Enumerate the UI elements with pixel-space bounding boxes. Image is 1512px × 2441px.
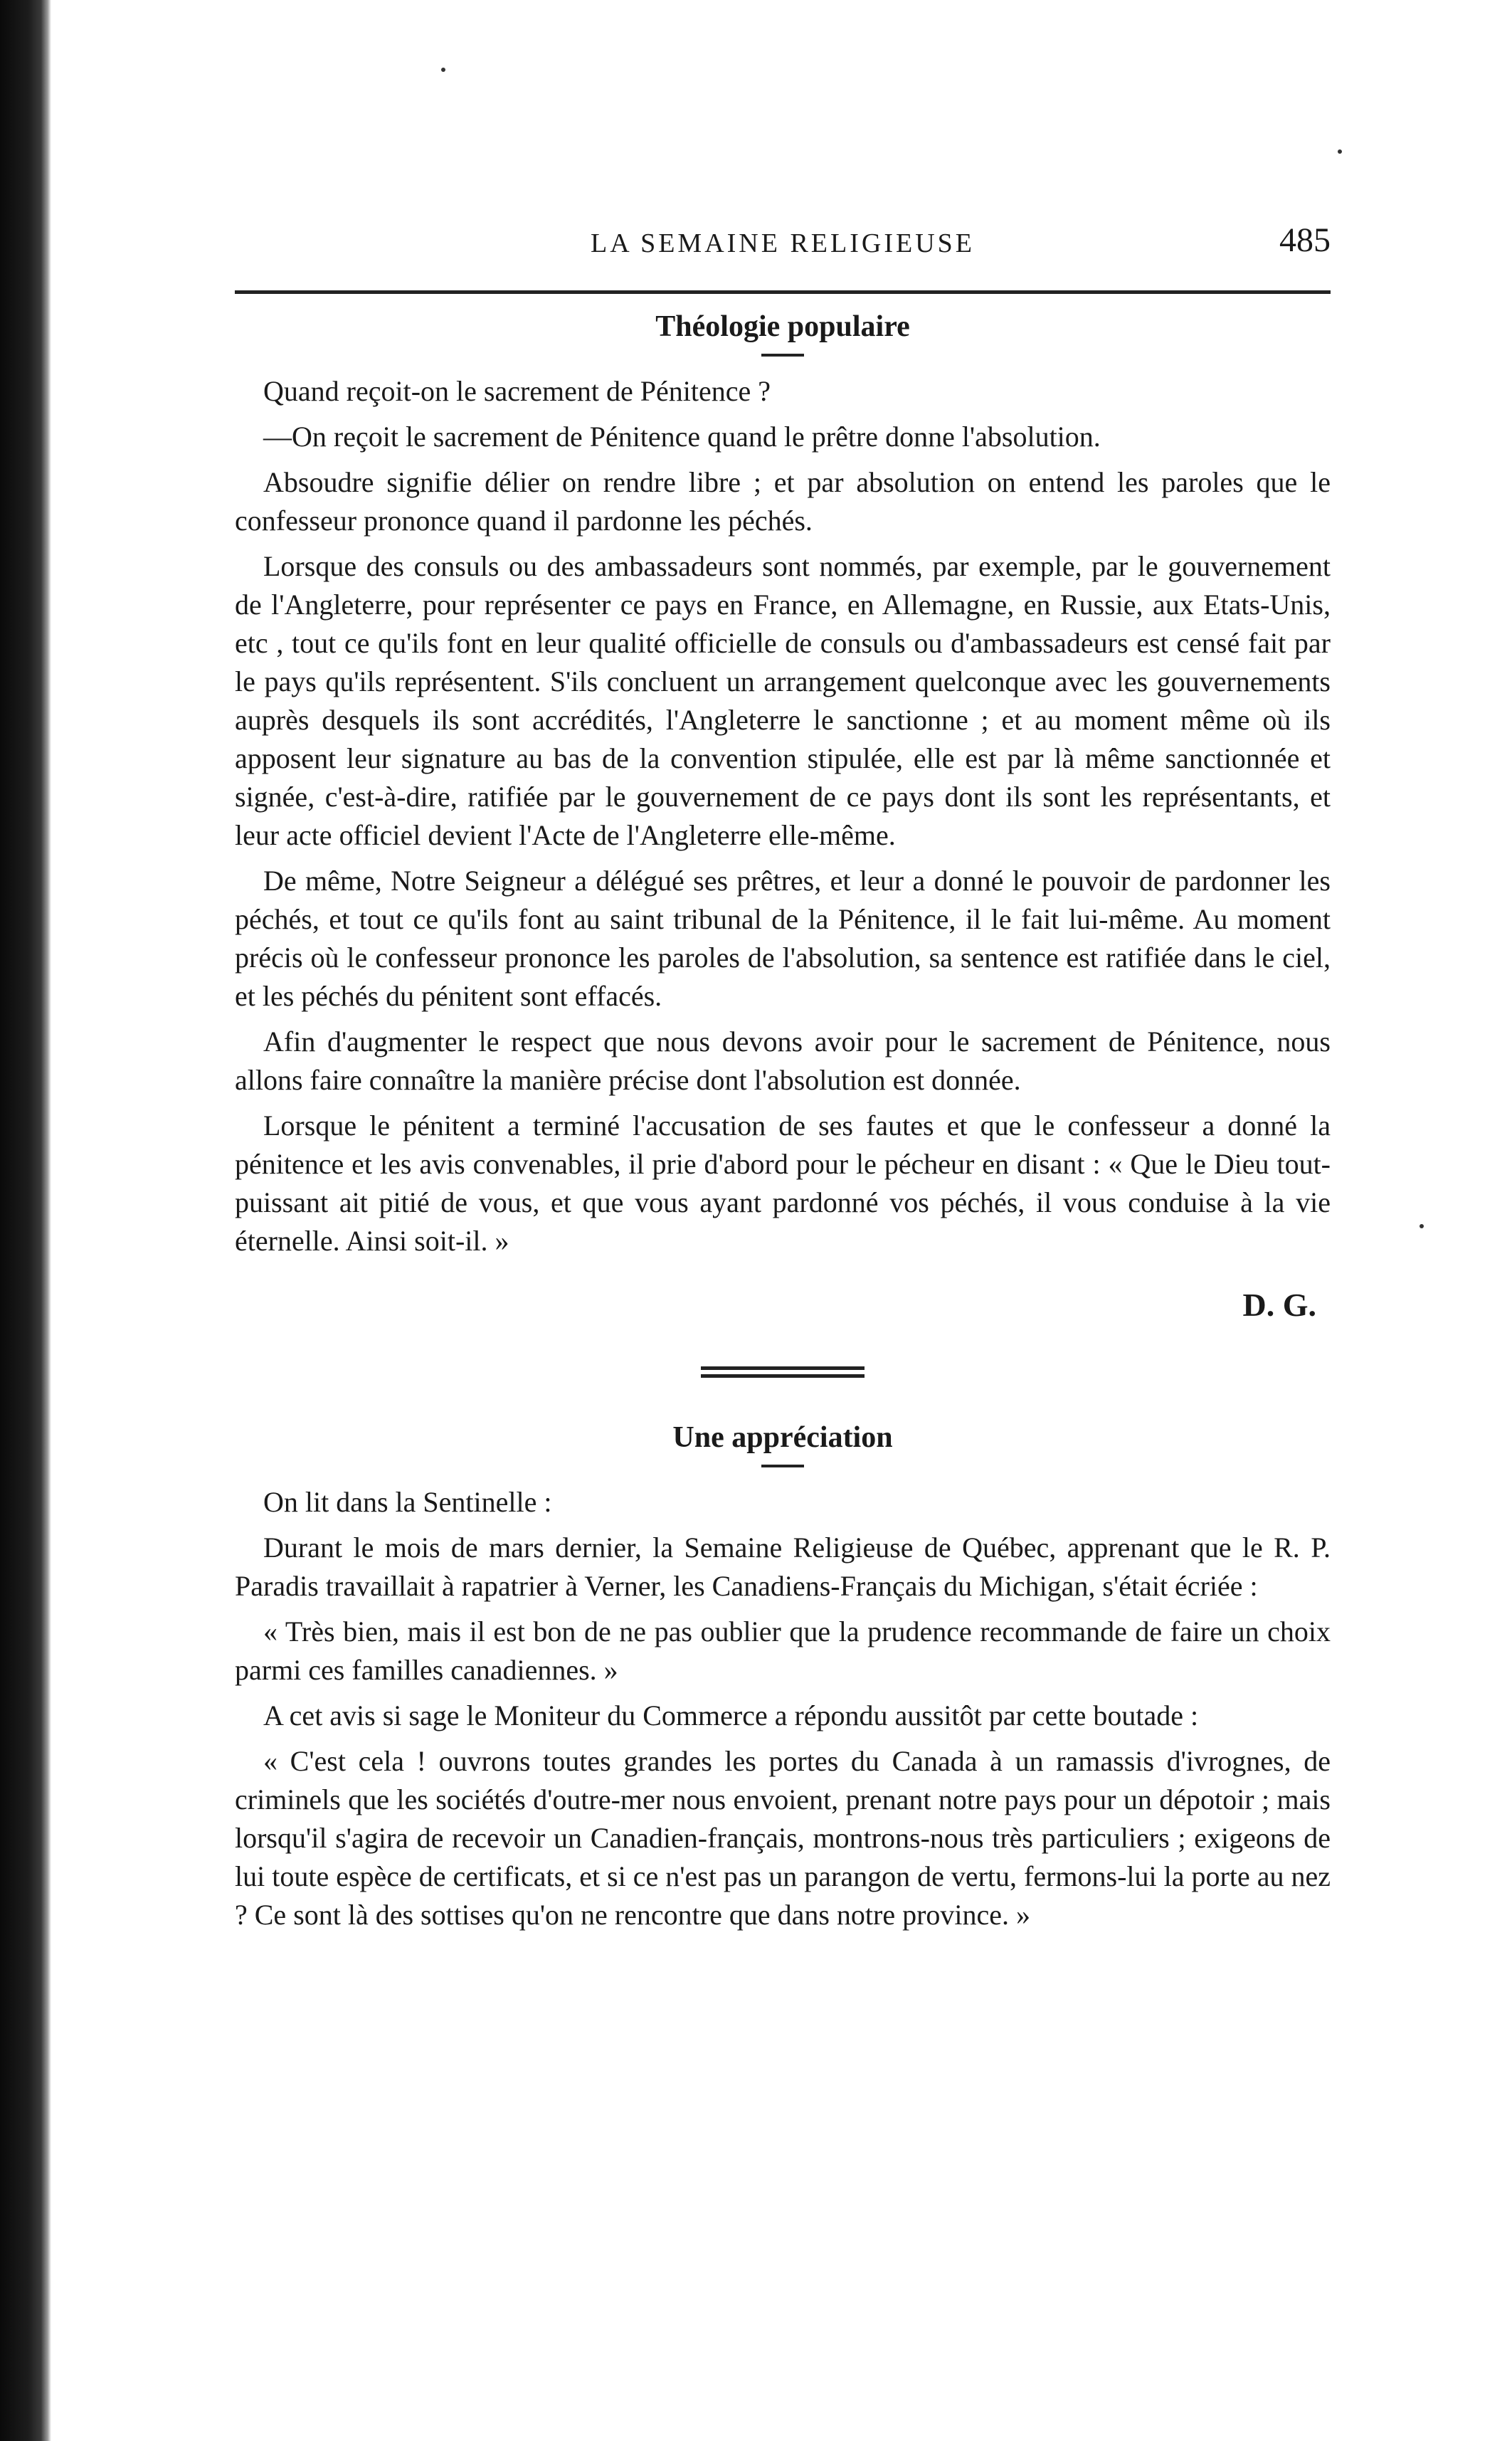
print-speck xyxy=(1420,1224,1424,1228)
article-paragraph: De même, Notre Seigneur a délégué ses prêtres, et leur a donné le pouvoir de pardonner les péchés, et tout ce qu'ils font au saint tribunal de la Pénitence, il le fait lui-même. Au moment précis où le confesseur prononce les paroles de l'absolution, sa sentence est ratifiée dans le ciel, et les péchés du pénitent sont effacés. xyxy=(235,865,1331,1012)
article-paragraph: Absoudre signifie délier on rendre libre ; et par absolution on entend les paroles que le confesseur prononce quand il pardonne les péchés. xyxy=(235,466,1331,537)
article-paragraph: Durant le mois de mars dernier, la Semaine Religieuse de Québec, apprenant que le R. P. Paradis travaillait à rapatrier à Verner, les Canadiens-Français du Michigan, s'était écriée : xyxy=(235,1531,1331,1602)
title-rule xyxy=(761,354,804,357)
article-paragraph: Afin d'augmenter le respect que nous devons avoir pour le sacrement de Pénitence, nous allons faire connaître la manière précise dont l'absolution est donnée. xyxy=(235,1026,1331,1096)
article-paragraph: Quand reçoit-on le sacrement de Pénitence ? xyxy=(263,375,771,407)
article-paragraph: « C'est cela ! ouvrons toutes grandes les portes du Canada à un ramassis d'ivrognes, de criminels que les sociétés d'outre-mer nous envoient, prenant notre pays pour un dépotoir ; mais lorsqu'il s'agira de recevoir un Canadien-français, montrons-nous très particuliers ; exigeons de lui toute espèce de certificats, et si ce n'est pas un parangon de vertu, fermons-lui la porte au nez ? Ce sont là des sottises qu'on ne rencontre que dans notre province. » xyxy=(235,1745,1331,1931)
running-header xyxy=(235,213,1331,278)
print-speck xyxy=(1338,149,1342,154)
article-paragraph: —On reçoit le sacrement de Pénitence quand le prêtre donne l'absolution. xyxy=(263,421,1101,453)
header-rule xyxy=(235,290,1331,294)
print-speck xyxy=(441,68,445,72)
title-rule xyxy=(761,1465,804,1467)
section-divider xyxy=(701,1374,865,1378)
author-signature: D. G. xyxy=(1242,1287,1316,1323)
article-title: Une appréciation xyxy=(672,1421,893,1454)
article-paragraph: Lorsque le pénitent a terminé l'accusation de ses fautes et que le confesseur a donné la pénitence et les avis convenables, il prie d'abord pour le pécheur en disant : « Que le Dieu tout-puissant ait pitié de vous, et que vous ayant pardonné vos péchés, il vous conduise à la vie éternelle. Ainsi soit-il. » xyxy=(235,1109,1331,1257)
article-paragraph: On lit dans la Sentinelle : xyxy=(263,1486,552,1518)
document-page xyxy=(235,213,1331,1941)
article-paragraph: A cet avis si sage le Moniteur du Commerce a répondu aussitôt par cette boutade : xyxy=(263,1699,1199,1731)
section-divider xyxy=(701,1366,865,1370)
article-title: Théologie populaire xyxy=(655,310,910,343)
article-paragraph: Lorsque des consuls ou des ambassadeurs sont nommés, par exemple, par le gouvernement de l'Angleterre, pour représenter ce pays en France, en Allemagne, en Russie, aux Etats-Unis, etc , tout ce qu'ils font en leur qualité officielle de consuls ou d'ambassadeurs est censé fait par le pays qu'ils représentent. S'ils concluent un arrangement quelconque avec les gouvernements auprès desquels ils sont accrédités, l'Angleterre le sanctionne ; et au moment même où ils apposent leur signature au bas de la convention stipulée, elle est par là même sanctionnée et signée, c'est-à-dire, ratifiée par le gouvernement de ce pays dont ils sont les représentants, et leur acte officiel devient l'Acte de l'Angleterre elle-même. xyxy=(235,550,1331,851)
article-paragraph: « Très bien, mais il est bon de ne pas oublier que la prudence recommande de faire un choix parmi ces familles canadiennes. » xyxy=(235,1615,1331,1686)
page-number: 485 xyxy=(1279,221,1331,259)
running-title: LA SEMAINE RELIGIEUSE xyxy=(591,228,975,258)
book-spine-shadow xyxy=(0,0,51,2441)
